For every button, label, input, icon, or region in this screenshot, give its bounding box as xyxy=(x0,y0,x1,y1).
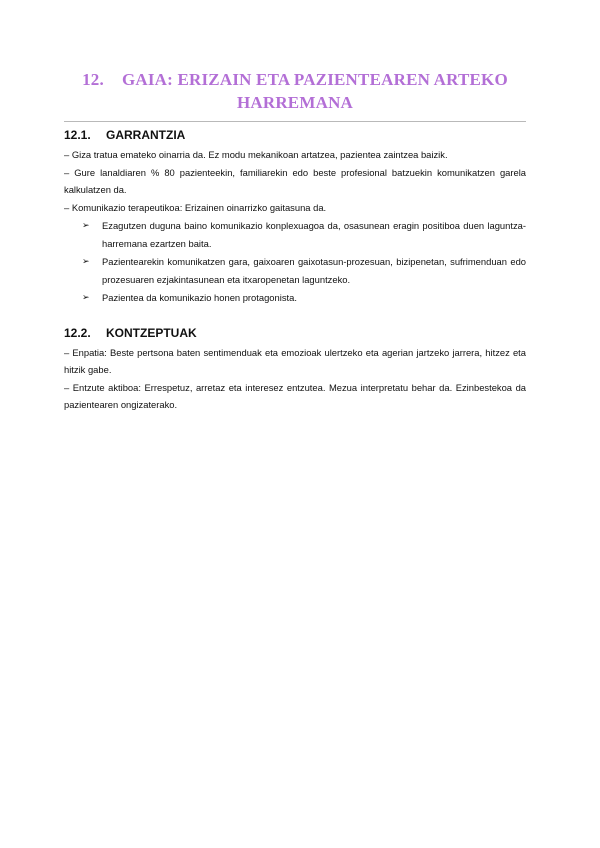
paragraph: – Komunikazio terapeutikoa: Erizainen oinarrizko gaitasuna da. xyxy=(64,201,327,213)
paragraph: – Gure lanaldiaren % 80 pazienteekin, familiarekin edo beste profesional batzuekin komunikatzen garela kalkulatzen da. xyxy=(64,166,526,195)
section-number: 12.2. xyxy=(64,325,91,340)
section-heading xyxy=(64,128,526,142)
list-item-text: Ezagutzen duguna baino komunikazio konplexuagoa da, osasunean eragin positiboa duen laguntza-harremana ezartzen baita. xyxy=(102,220,526,249)
list-item-text: Pazientea da komunikazio honen protagonista. xyxy=(102,292,297,303)
list-item-text: Pazientearekin komunikatzen gara, gaixoaren gaixotasun-prozesuan, bizipenetan, sufrimenduan edo prozesuaren ezjakintasunean eta itxaropenetan laguntzeko. xyxy=(102,256,526,285)
bullet-list xyxy=(64,217,526,307)
list-item xyxy=(64,253,526,288)
section-number: 12.1. xyxy=(64,128,91,142)
document-page xyxy=(64,68,526,414)
section-garrantzia xyxy=(64,128,526,307)
section-heading xyxy=(64,326,526,340)
section-title: KONTZEPTUAK xyxy=(106,325,197,340)
list-item xyxy=(64,217,526,252)
paragraph: – Entzute aktiboa: Errespetuz, arretaz eta interesez entzutea. Mezua interpretatu behar da. Ezinbestekoa da pazientearen ongizaterako. xyxy=(64,381,526,410)
arrow-bullet-icon: ➢ xyxy=(82,220,90,230)
paragraph: – Enpatia: Beste pertsona baten sentimenduak eta emozioak ulertzeko eta agerian jartzeko jarrera, hitzez eta hitzik gabe. xyxy=(64,346,526,375)
section-kontzeptuak xyxy=(64,326,526,414)
title-divider xyxy=(64,121,526,122)
page-title xyxy=(64,68,526,114)
paragraph: – Giza tratua emateko oinarria da. Ez modu mekanikoan artatzea, pazientea zaintzea baizik. xyxy=(64,149,448,160)
list-item xyxy=(64,289,526,307)
title-text: GAIA: ERIZAIN ETA PAZIENTEAREN ARTEKO HARREMANA xyxy=(121,70,508,112)
arrow-bullet-icon: ➢ xyxy=(82,256,90,266)
section-title: GARRANTZIA xyxy=(106,128,186,142)
title-number: 12. xyxy=(82,70,104,89)
arrow-bullet-icon: ➢ xyxy=(82,292,90,302)
